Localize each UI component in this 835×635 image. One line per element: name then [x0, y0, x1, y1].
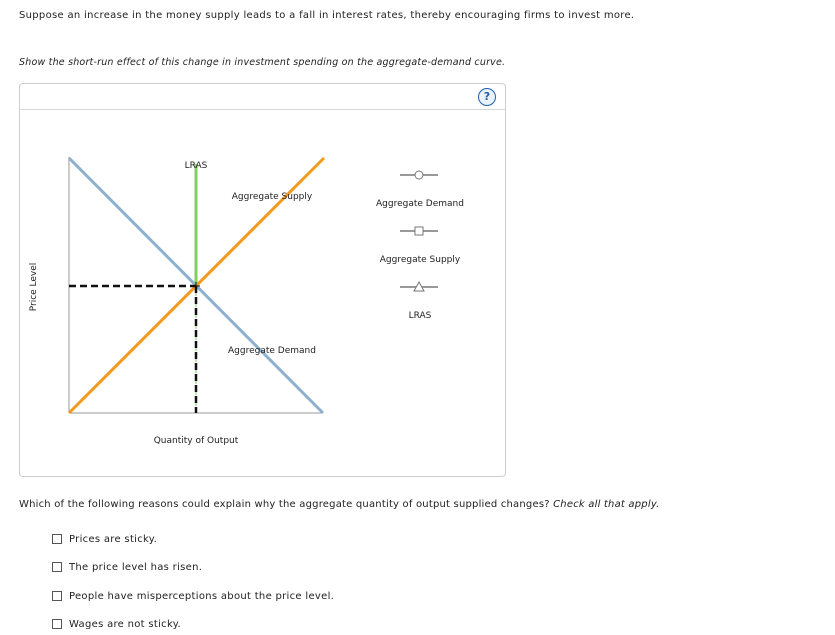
reasons-question-emphasis: Check all that apply. [553, 499, 660, 510]
circle-point-icon [415, 171, 423, 179]
ad-as-graph [20, 84, 505, 476]
x-axis-label: Quantity of Output [153, 436, 239, 446]
option-prices-sticky[interactable] [52, 532, 157, 546]
tool-aggregate-demand[interactable] [376, 171, 464, 209]
checkbox[interactable] [52, 619, 62, 629]
graph-instruction: Show the short-run effect of this change in investment spending on the aggregate-demand curve. [19, 57, 506, 68]
tool-aggregate-supply[interactable] [380, 227, 461, 265]
checkbox[interactable] [52, 562, 62, 572]
option-label: People have misperceptions about the price level. [69, 590, 335, 602]
tool-lras[interactable] [400, 282, 438, 321]
option-wages-not-sticky[interactable] [52, 617, 181, 631]
option-price-level-risen[interactable] [52, 560, 202, 574]
tool-lras-label: LRAS [408, 311, 432, 321]
y-axis-label: Price Level [29, 262, 39, 312]
tool-aggregate-demand-label: Aggregate Demand [376, 199, 464, 209]
reasons-question [19, 499, 660, 510]
reasons-question-text: Which of the following reasons could explain why the aggregate quantity of output supplied changes? [19, 499, 550, 510]
option-label: The price level has risen. [69, 561, 203, 573]
checkbox[interactable] [52, 591, 62, 601]
checkbox[interactable] [52, 534, 62, 544]
tool-aggregate-supply-label: Aggregate Supply [379, 255, 461, 265]
lras-label: LRAS [184, 161, 208, 171]
option-label: Wages are not sticky. [69, 618, 181, 630]
option-label: Prices are sticky. [69, 533, 158, 545]
option-misperceptions[interactable] [52, 589, 334, 603]
graph-panel [19, 83, 506, 477]
question-prompt: Suppose an increase in the money supply leads to a fall in interest rates, thereby encouraging firms to invest more. [19, 10, 635, 21]
aggregate-demand-label: Aggregate Demand [228, 346, 316, 356]
square-point-icon [415, 227, 423, 235]
aggregate-supply-label: Aggregate Supply [231, 192, 313, 202]
help-icon[interactable]: ? [478, 88, 496, 106]
